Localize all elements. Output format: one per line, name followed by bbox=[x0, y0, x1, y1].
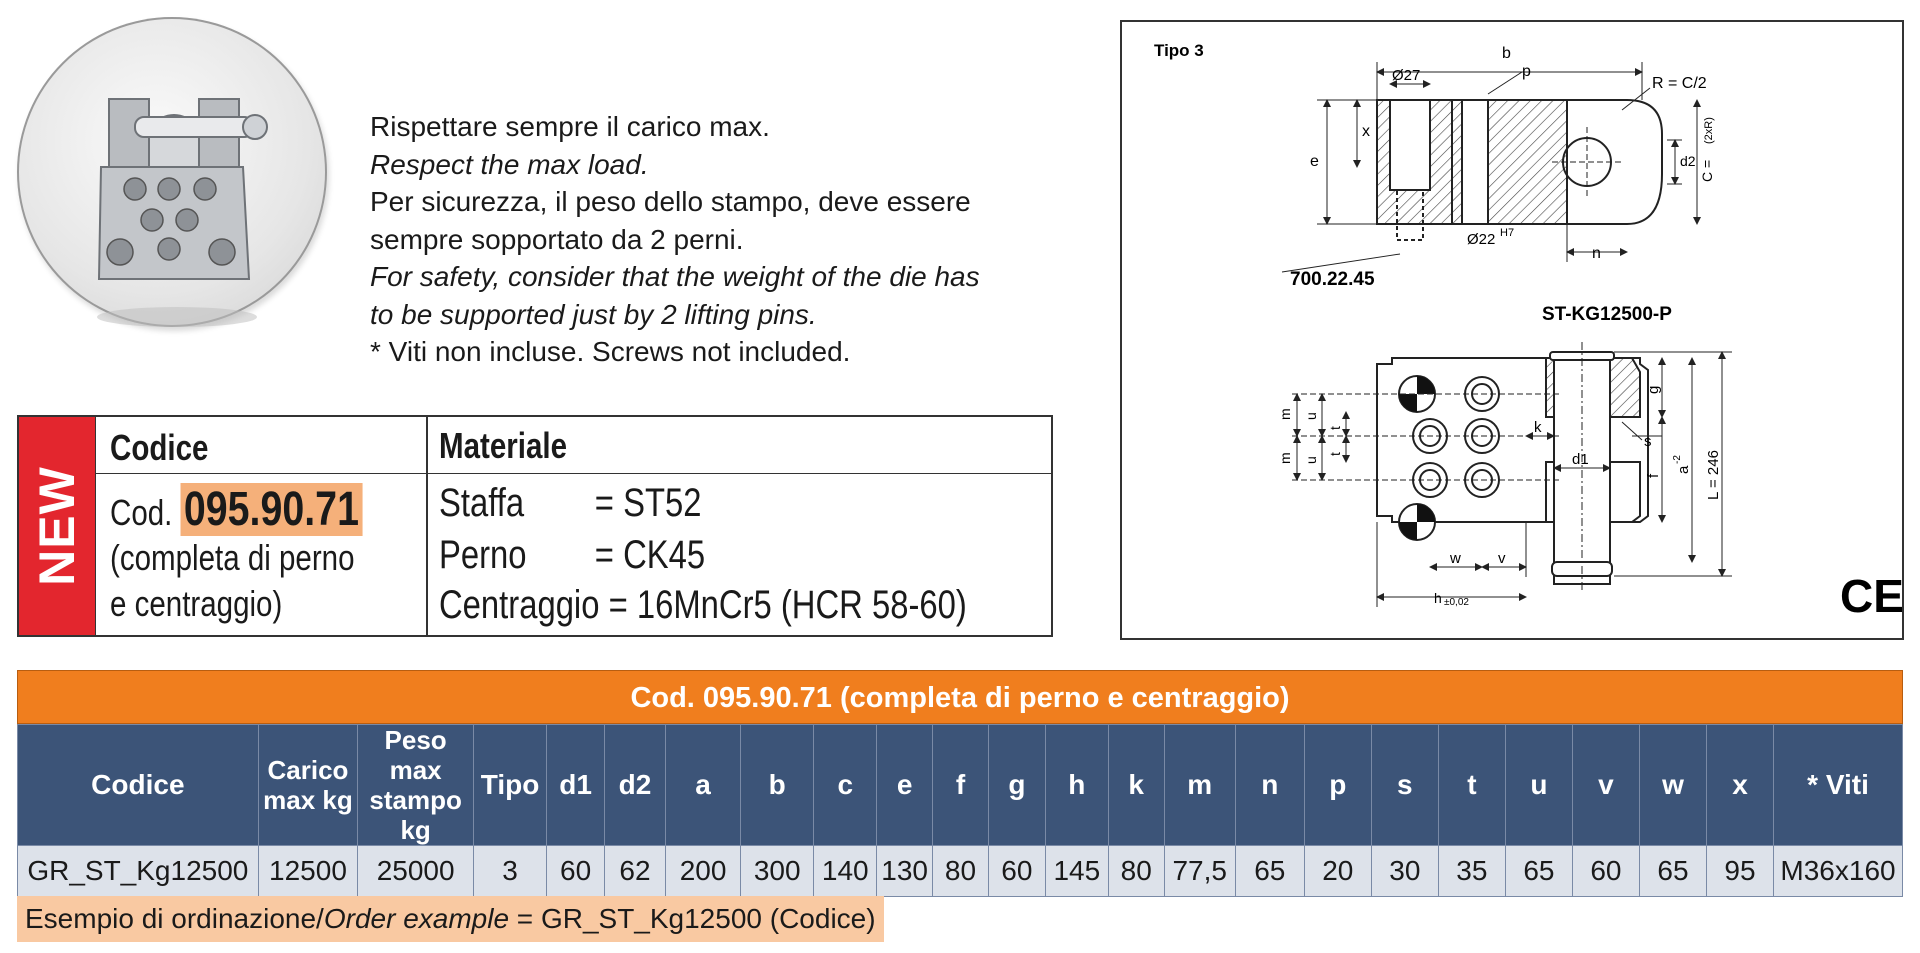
table-header-cell bbox=[1164, 725, 1235, 846]
table-header-cell bbox=[18, 725, 259, 846]
material-row bbox=[439, 481, 701, 526]
material-name: Centraggio bbox=[439, 583, 600, 627]
header-line: u bbox=[1530, 769, 1548, 800]
table-header-cell bbox=[933, 725, 989, 846]
order-prefix: Esempio di ordinazione/ bbox=[25, 903, 324, 934]
technical-drawing bbox=[1120, 20, 1904, 640]
material-value: = ST52 bbox=[594, 481, 702, 525]
dim-b: b bbox=[1502, 45, 1511, 62]
table-cell: 77,5 bbox=[1164, 846, 1235, 897]
header-line: stampo kg bbox=[369, 785, 462, 845]
part-pin-label: ST-KG12500-P bbox=[1542, 304, 1672, 325]
dim-x: x bbox=[1362, 123, 1370, 140]
dim-phi27: Ø27 bbox=[1392, 67, 1421, 84]
dim-a2-sup: -2 bbox=[1672, 455, 1683, 464]
drawing-svg bbox=[1122, 22, 1902, 638]
table-cell: 200 bbox=[665, 846, 740, 897]
header-line: Carico bbox=[267, 755, 349, 785]
spec-grid bbox=[17, 724, 1903, 897]
table-cell: 65 bbox=[1505, 846, 1572, 897]
note-line: For safety, consider that the weight of the die has bbox=[370, 261, 980, 292]
table-cell: 145 bbox=[1045, 846, 1108, 897]
dim-t: t bbox=[1327, 452, 1343, 456]
table-cell: M36x160 bbox=[1774, 846, 1903, 897]
table-header-cell bbox=[258, 725, 358, 846]
materiale-header bbox=[425, 417, 1051, 474]
table-cell: 140 bbox=[814, 846, 877, 897]
table-header-row bbox=[18, 725, 1903, 846]
dim-l: L = 246 bbox=[1705, 450, 1722, 500]
header-line: d1 bbox=[559, 769, 592, 800]
header-line: p bbox=[1329, 769, 1347, 800]
table-header-cell bbox=[988, 725, 1045, 846]
header-line: v bbox=[1598, 769, 1614, 800]
dim-d2: d2 bbox=[1680, 153, 1696, 169]
table-cell: 80 bbox=[1108, 846, 1164, 897]
dim-c: C = bbox=[1699, 159, 1715, 182]
header-line: d2 bbox=[618, 769, 652, 800]
table-cell: 25000 bbox=[358, 846, 474, 897]
table-header-cell bbox=[741, 725, 814, 846]
header-line: w bbox=[1662, 769, 1684, 800]
table-cell: 65 bbox=[1639, 846, 1706, 897]
table-cell: 60 bbox=[988, 846, 1045, 897]
header-line: n bbox=[1261, 769, 1279, 800]
table-cell: 3 bbox=[474, 846, 547, 897]
header-line: f bbox=[955, 769, 966, 800]
table-cell: 130 bbox=[877, 846, 933, 897]
table-cell: 60 bbox=[547, 846, 605, 897]
header-line: k bbox=[1128, 769, 1144, 800]
dim-p: p bbox=[1522, 63, 1531, 80]
table-header-cell bbox=[1438, 725, 1505, 846]
table-header-cell bbox=[1706, 725, 1773, 846]
codice-header bbox=[96, 417, 426, 474]
dim-a2: a bbox=[1675, 465, 1692, 474]
note-line: Rispettare sempre il carico max. bbox=[370, 111, 770, 142]
code-line bbox=[110, 482, 362, 537]
dim-k: k bbox=[1534, 419, 1542, 436]
table-cell: 95 bbox=[1706, 846, 1773, 897]
header-line: t bbox=[1467, 769, 1477, 800]
table-header-cell bbox=[1304, 725, 1371, 846]
note-line: to be supported just by 2 lifting pins. bbox=[370, 298, 817, 330]
code-number: 095.90.71 bbox=[181, 483, 363, 536]
header-line: Codice bbox=[91, 769, 185, 800]
table-cell: 300 bbox=[741, 846, 814, 897]
material-row bbox=[439, 583, 967, 628]
dim-h-tol: ±0,02 bbox=[1444, 597, 1469, 608]
header-line: max kg bbox=[263, 785, 353, 815]
table-header-cell bbox=[1108, 725, 1164, 846]
header-line: m bbox=[1187, 769, 1213, 800]
material-name: Staffa bbox=[439, 481, 525, 525]
product-photo bbox=[17, 17, 327, 327]
table-cell: 30 bbox=[1371, 846, 1438, 897]
dim-u: u bbox=[1303, 412, 1319, 420]
header-line: * Viti bbox=[1807, 769, 1869, 800]
table-header-cell bbox=[1371, 725, 1438, 846]
codice-header-label: Codice bbox=[110, 427, 209, 468]
complete-line-2: e centraggio) bbox=[110, 583, 283, 624]
materiale-column bbox=[425, 417, 1051, 635]
header-line: Peso max bbox=[384, 725, 447, 785]
ce-mark-icon: CE bbox=[1840, 570, 1902, 622]
dim-phi22: Ø22 bbox=[1467, 231, 1496, 248]
header-line: s bbox=[1397, 769, 1413, 800]
header-line: Tipo bbox=[480, 769, 540, 800]
table-cell: 35 bbox=[1438, 846, 1505, 897]
table-cell: 62 bbox=[605, 846, 666, 897]
dim-d1: d1 bbox=[1572, 451, 1589, 468]
table-cell: 60 bbox=[1572, 846, 1639, 897]
new-badge bbox=[19, 417, 95, 635]
table-header-cell bbox=[1235, 725, 1304, 846]
table-header-cell bbox=[665, 725, 740, 846]
table-title: Cod. 095.90.71 (completa di perno e centraggio) bbox=[17, 670, 1903, 724]
spec-table bbox=[17, 670, 1903, 897]
header-line: b bbox=[768, 769, 786, 800]
table-header-cell bbox=[814, 725, 877, 846]
new-label: NEW bbox=[29, 466, 85, 586]
complete-line-1: (completa di perno bbox=[110, 537, 355, 578]
table-cell: 80 bbox=[933, 846, 989, 897]
note-line: Respect the max load. bbox=[370, 148, 649, 180]
dim-s: s bbox=[1644, 433, 1652, 450]
dim-c-sub: (2xR) bbox=[1703, 117, 1715, 144]
table-header-cell bbox=[605, 725, 666, 846]
tipo-label: Tipo 3 bbox=[1154, 41, 1204, 60]
header-line: c bbox=[837, 769, 854, 800]
dim-t: t bbox=[1327, 426, 1343, 430]
dim-n: n bbox=[1592, 245, 1601, 262]
note-line: * Viti non incluse. Screws not included. bbox=[370, 336, 851, 367]
part-screw-label: 700.22.45 bbox=[1290, 269, 1375, 290]
table-header-cell bbox=[1045, 725, 1108, 846]
order-example bbox=[17, 896, 884, 942]
material-row bbox=[439, 533, 705, 578]
dim-w: w bbox=[1450, 550, 1461, 567]
table-row bbox=[18, 846, 1903, 897]
table-header-cell bbox=[1774, 725, 1903, 846]
table-header-cell bbox=[358, 725, 474, 846]
table-cell: 65 bbox=[1235, 846, 1304, 897]
cod-prefix: Cod. bbox=[110, 492, 173, 533]
dim-h7: H7 bbox=[1500, 227, 1515, 239]
table-header-cell bbox=[877, 725, 933, 846]
table-header-cell bbox=[474, 725, 547, 846]
header-line: e bbox=[896, 769, 913, 800]
dim-r: R = C/2 bbox=[1652, 75, 1707, 92]
dim-g: g bbox=[1645, 385, 1662, 394]
lifting-bracket-illustration bbox=[17, 17, 327, 327]
dim-m: m bbox=[1277, 408, 1293, 420]
header-line: h bbox=[1068, 769, 1086, 800]
dim-h: h bbox=[1434, 590, 1442, 606]
table-header-cell bbox=[1505, 725, 1572, 846]
codice-column bbox=[95, 417, 428, 635]
product-info-box bbox=[17, 415, 1053, 637]
table-cell: 20 bbox=[1304, 846, 1371, 897]
header-line: x bbox=[1732, 769, 1748, 800]
order-italic: Order example bbox=[323, 903, 510, 934]
table-cell: 12500 bbox=[258, 846, 358, 897]
dim-m: m bbox=[1277, 452, 1293, 464]
table-header-cell bbox=[1639, 725, 1706, 846]
dim-e: e bbox=[1310, 153, 1319, 170]
header-line: a bbox=[695, 769, 711, 800]
note-line: sempre sopportato da 2 perni. bbox=[370, 223, 744, 255]
materiale-header-label: Materiale bbox=[439, 425, 567, 466]
table-header-cell bbox=[1572, 725, 1639, 846]
dim-f: f bbox=[1645, 473, 1662, 478]
safety-notes bbox=[370, 108, 1070, 371]
header-line: g bbox=[1008, 769, 1026, 800]
table-header-cell bbox=[547, 725, 605, 846]
material-name: Perno bbox=[439, 533, 527, 577]
dim-u: u bbox=[1303, 456, 1319, 464]
dim-v: v bbox=[1498, 550, 1506, 567]
material-value: = CK45 bbox=[594, 533, 706, 577]
table-cell: GR_ST_Kg12500 bbox=[18, 846, 259, 897]
order-suffix: = GR_ST_Kg12500 (Codice) bbox=[509, 903, 876, 934]
material-value: = 16MnCr5 (HCR 58-60) bbox=[608, 583, 967, 627]
note-line: Per sicurezza, il peso dello stampo, deve essere bbox=[370, 186, 971, 217]
